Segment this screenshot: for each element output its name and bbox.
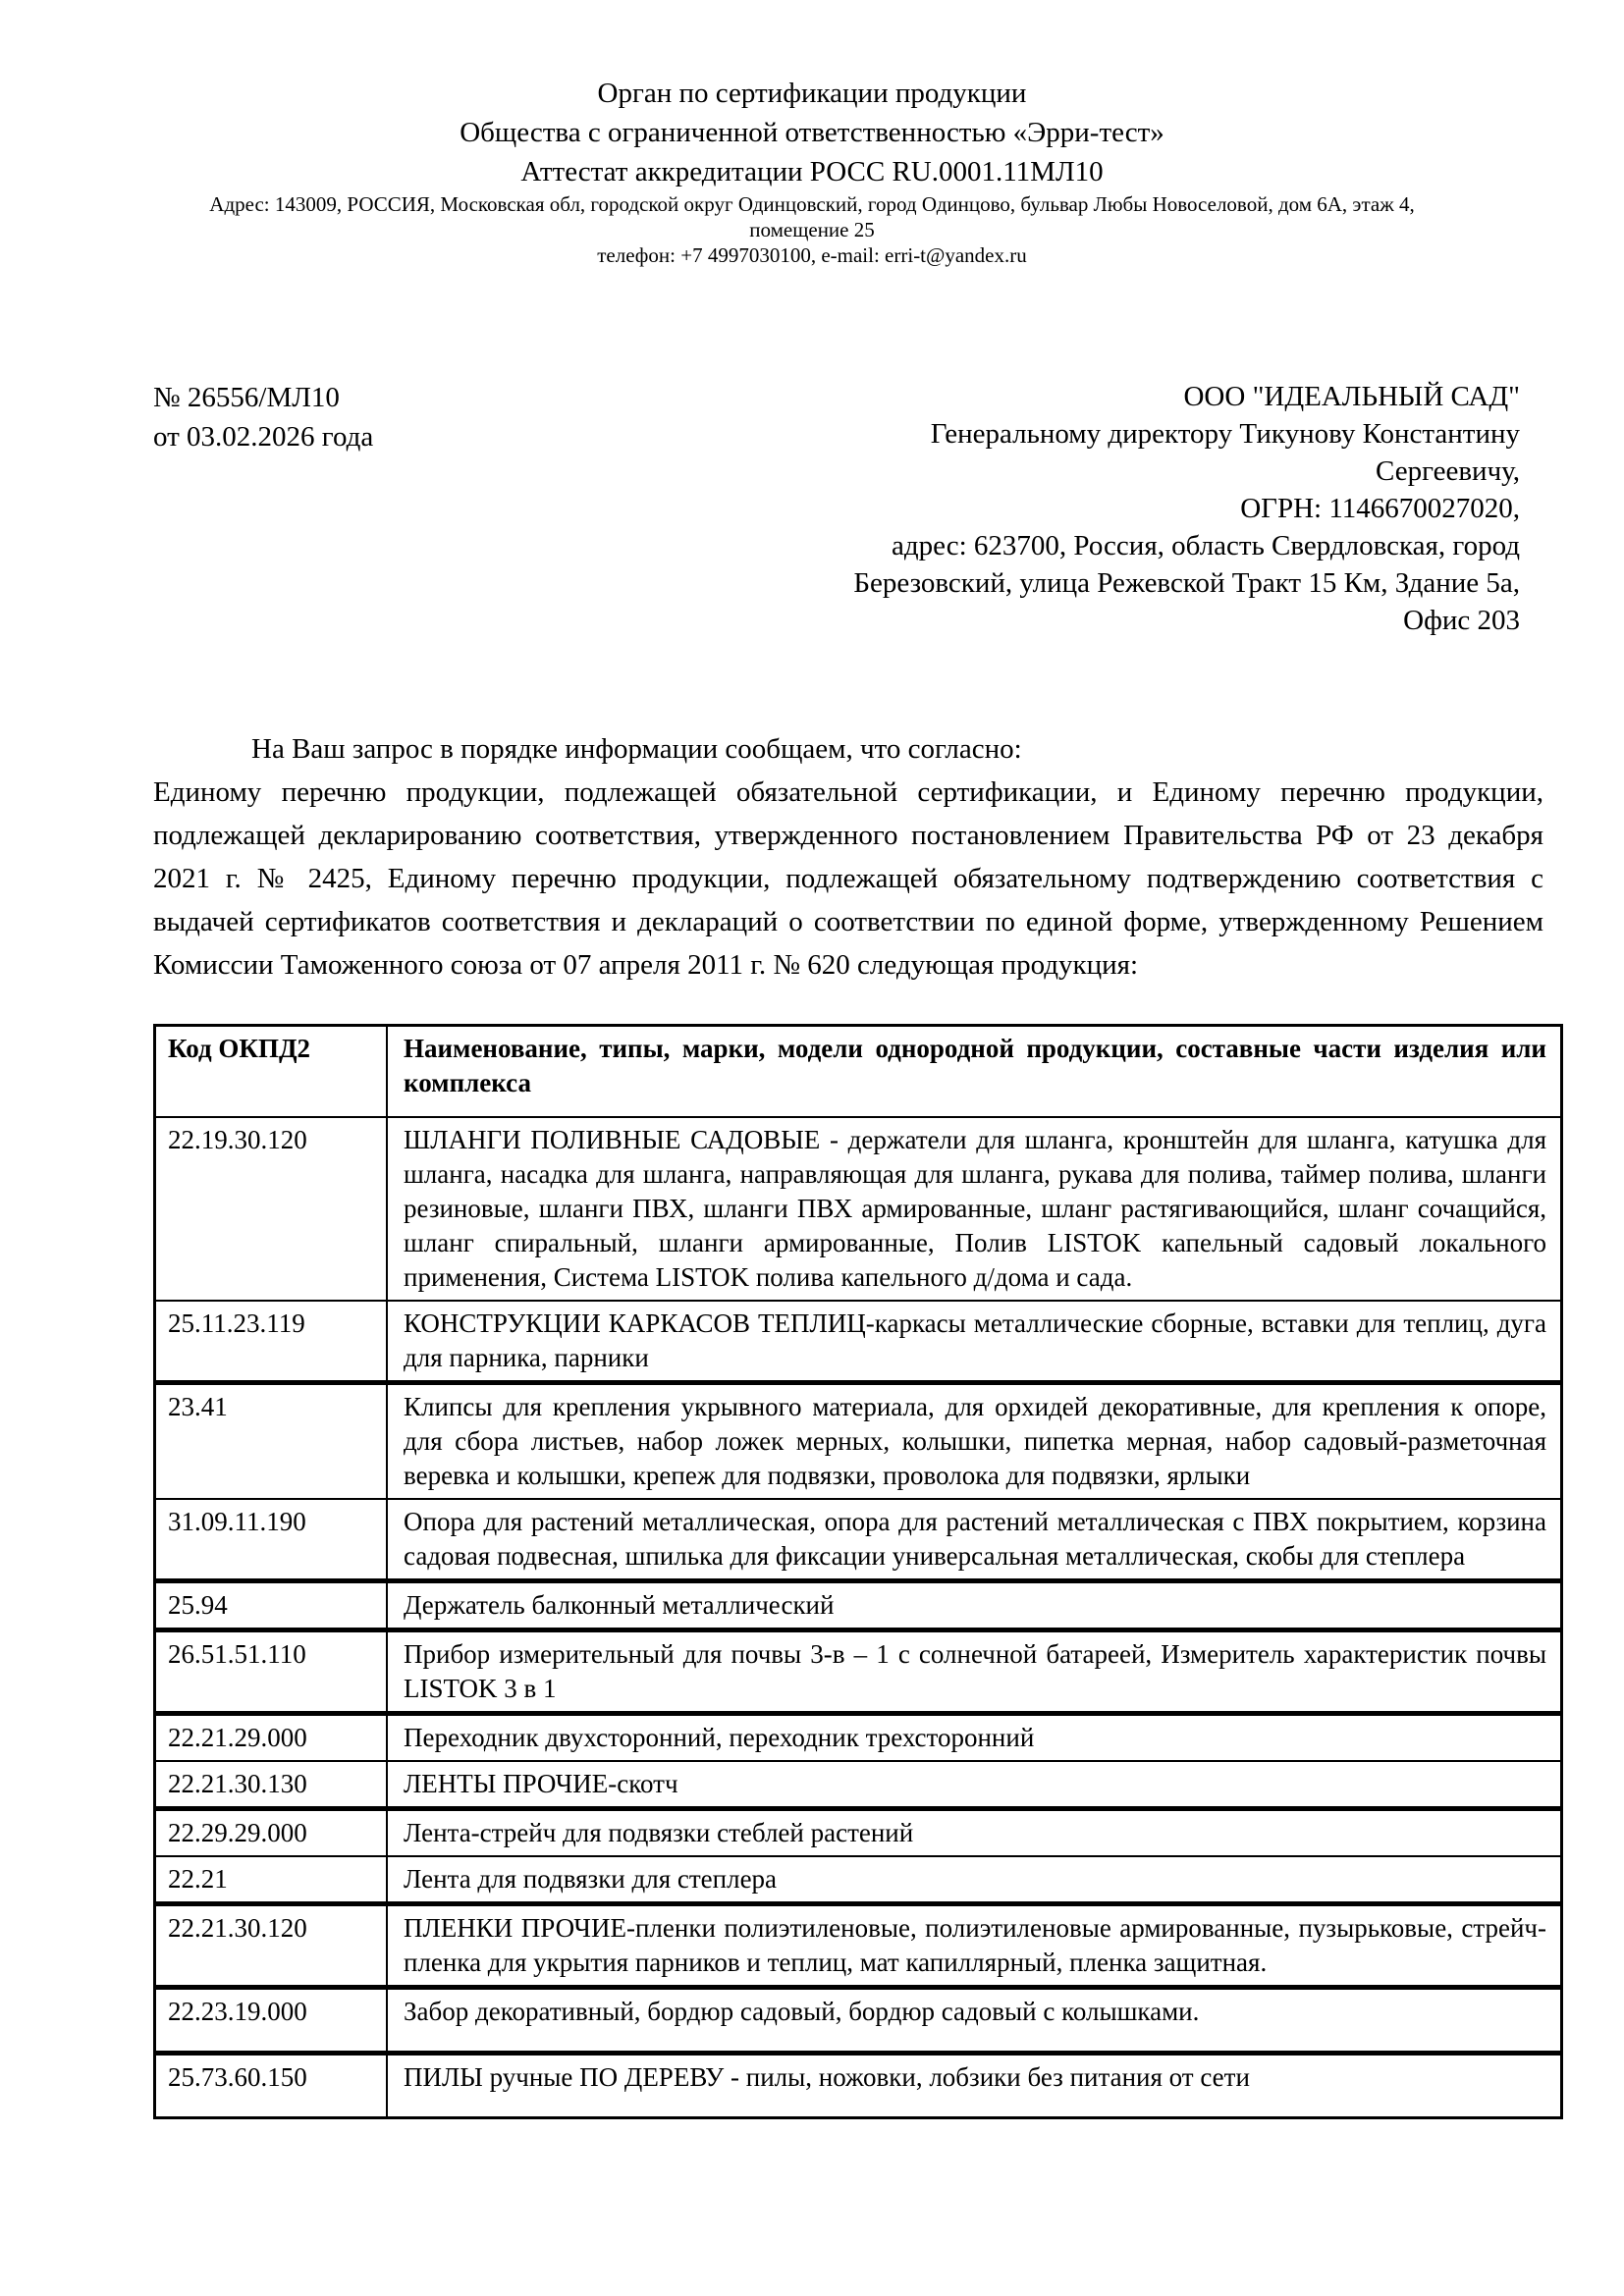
reference-block — [153, 378, 373, 456]
cell-name: Держатель балконный металлический — [386, 1583, 1560, 1628]
cell-name: Прибор измерительный для почвы 3-в – 1 с солнечной батареей, Измеритель характеристик почвы LISTOK 3 в 1 — [386, 1632, 1560, 1711]
table-row — [156, 1855, 1560, 1901]
recipient-address-line-1: адрес: 623700, Россия, область Свердловская, город — [892, 530, 1520, 561]
letterhead — [0, 74, 1624, 268]
intro-sentence: На Ваш запрос в порядке информации сообщаем, что согласно: — [251, 733, 1022, 765]
letter-date: от 03.02.2026 года — [153, 421, 374, 453]
cell-name: ПЛЕНКИ ПРОЧИЕ-пленки полиэтиленовые, полиэтиленовые армированные, пузырьковые, стрейч-пленка для укрытия парников и теплиц, мат капиллярный, пленка защитная. — [386, 1906, 1560, 1985]
table-row — [156, 1760, 1560, 1806]
cell-code: 22.19.30.120 — [168, 1125, 307, 1154]
recipient-ogrn: ОГРН: 1146670027020, — [1240, 493, 1520, 524]
cell-code: 25.73.60.150 — [168, 2062, 307, 2092]
cell-name: ШЛАНГИ ПОЛИВНЫЕ САДОВЫЕ - держатели для шланга, кронштейн для шланга, катушка для шланга, насадка для шланга, направляющая для шланга, рукава для полива, таймер полива, шланги резиновые, шланги ПВХ, шланги ПВХ армированные, шланг растягивающийся, шланг сочащийся, шланг спиральный, шланги армированные, Полив LISTOK капельный садовый локального применения, Система LISTOK полива капельного д/дома и сада. — [386, 1118, 1560, 1300]
cell-name: Лента-стрейч для подвязки стеблей растений — [386, 1811, 1560, 1855]
cell-code: 22.21 — [168, 1864, 228, 1894]
table-header-row — [156, 1027, 1560, 1116]
cell-name: Опора для растений металлическая, опора для растений металлическая с ПВХ покрытием, корзина садовая подвесная, шпилька для фиксации универсальная металлическая, скобы для степлера — [386, 1500, 1560, 1578]
table-row — [156, 1711, 1560, 1760]
cell-name: Забор декоративный, бордюр садовый, бордюр садовый с колышками. — [386, 1990, 1560, 2051]
table-row — [156, 1380, 1560, 1498]
cell-code: 22.23.19.000 — [168, 1997, 307, 2026]
letterhead-contacts: телефон: +7 4997030100, e-mail: erri-t@yandex.ru — [597, 243, 1027, 267]
recipient-address-line-2: Березовский, улица Режевской Тракт 15 Км, Здание 5а, — [853, 567, 1520, 599]
recipient-company: ООО "ИДЕАЛЬНЫЙ САД" — [1183, 381, 1520, 412]
cell-code: 26.51.51.110 — [168, 1639, 306, 1669]
products-table — [153, 1024, 1563, 2119]
letterhead-org-name: Общества с ограниченной ответственностью «Эрри-тест» — [460, 117, 1164, 148]
letter-number: № 26556/МЛ10 — [153, 382, 340, 413]
table-row — [156, 1300, 1560, 1380]
cell-code: 22.21.29.000 — [168, 1723, 307, 1752]
recipient-director-line-2: Сергеевичу, — [1376, 455, 1520, 487]
letter-body — [153, 727, 1543, 987]
table-row — [156, 1578, 1560, 1628]
table-row — [156, 1901, 1560, 1985]
cell-code: 22.29.29.000 — [168, 1818, 307, 1847]
table-row — [156, 1498, 1560, 1578]
reference-and-recipient — [153, 378, 1563, 639]
recipient-director-line-1: Генеральному директору Тикунову Константину — [930, 418, 1520, 450]
table-row — [156, 1116, 1560, 1300]
cell-code: 22.21.30.120 — [168, 1913, 307, 1943]
cell-name: КОНСТРУКЦИИ КАРКАСОВ ТЕПЛИЦ-каркасы металлические сборные, вставки для теплиц, дуга для парника, парники — [386, 1302, 1560, 1380]
main-paragraph: Единому перечню продукции, подлежащей обязательной сертификации, и Единому перечню продукции, подлежащей декларированию соответствия, утвержденного постановлением Правительства РФ от 23 декабря 2021 г. № 2425, Единому перечню продукции, подлежащей обязательному подтверждению соответствия с выдачей сертификатов соответствия и деклараций о соответствии по единой форме, утвержденному Решением Комиссии Таможенного союза от 07 апреля 2011 г. № 620 следующая продукция: — [153, 776, 1543, 981]
recipient-block — [853, 378, 1520, 639]
table-row — [156, 1628, 1560, 1711]
cell-name: Переходник двухсторонний, переходник трехсторонний — [386, 1716, 1560, 1760]
table-row — [156, 2051, 1560, 2116]
cell-code: 23.41 — [168, 1392, 228, 1421]
header-cell-name: Наименование, типы, марки, модели однородной продукции, составные части изделия или комплекса — [386, 1027, 1560, 1116]
cell-name: ЛЕНТЫ ПРОЧИЕ-скотч — [386, 1762, 1560, 1806]
cell-code: 25.11.23.119 — [168, 1308, 305, 1338]
table-row — [156, 1806, 1560, 1855]
cell-code: 22.21.30.130 — [168, 1769, 307, 1798]
cell-code: 25.94 — [168, 1590, 228, 1620]
letterhead-address-line-2: помещение 25 — [749, 218, 875, 241]
cell-name: Лента для подвязки для степлера — [386, 1857, 1560, 1901]
header-cell-code: Код ОКПД2 — [168, 1034, 311, 1063]
letterhead-org-type: Орган по сертификации продукции — [597, 78, 1027, 109]
cell-name: Клипсы для крепления укрывного материала, для орхидей декоративные, для крепления к опоре, для сбора листьев, набор ложек мерных, колышки, пипетка мерная, набор садовый-разметочная веревка и колышки, крепеж для подвязки, проволока для подвязки, ярлыки — [386, 1385, 1560, 1498]
table-row — [156, 1985, 1560, 2051]
letterhead-accreditation: Аттестат аккредитации РОСС RU.0001.11МЛ10 — [520, 156, 1104, 187]
cell-name: ПИЛЫ ручные ПО ДЕРЕВУ - пилы, ножовки, лобзики без питания от сети — [386, 2056, 1560, 2116]
letterhead-address-line-1: Адрес: 143009, РОССИЯ, Московская обл, городской округ Одинцовский, город Одинцово, бульвар Любы Новоселовой, дом 6А, этаж 4, — [209, 192, 1415, 216]
recipient-address-line-3: Офис 203 — [1403, 605, 1520, 636]
cell-code: 31.09.11.190 — [168, 1507, 306, 1536]
